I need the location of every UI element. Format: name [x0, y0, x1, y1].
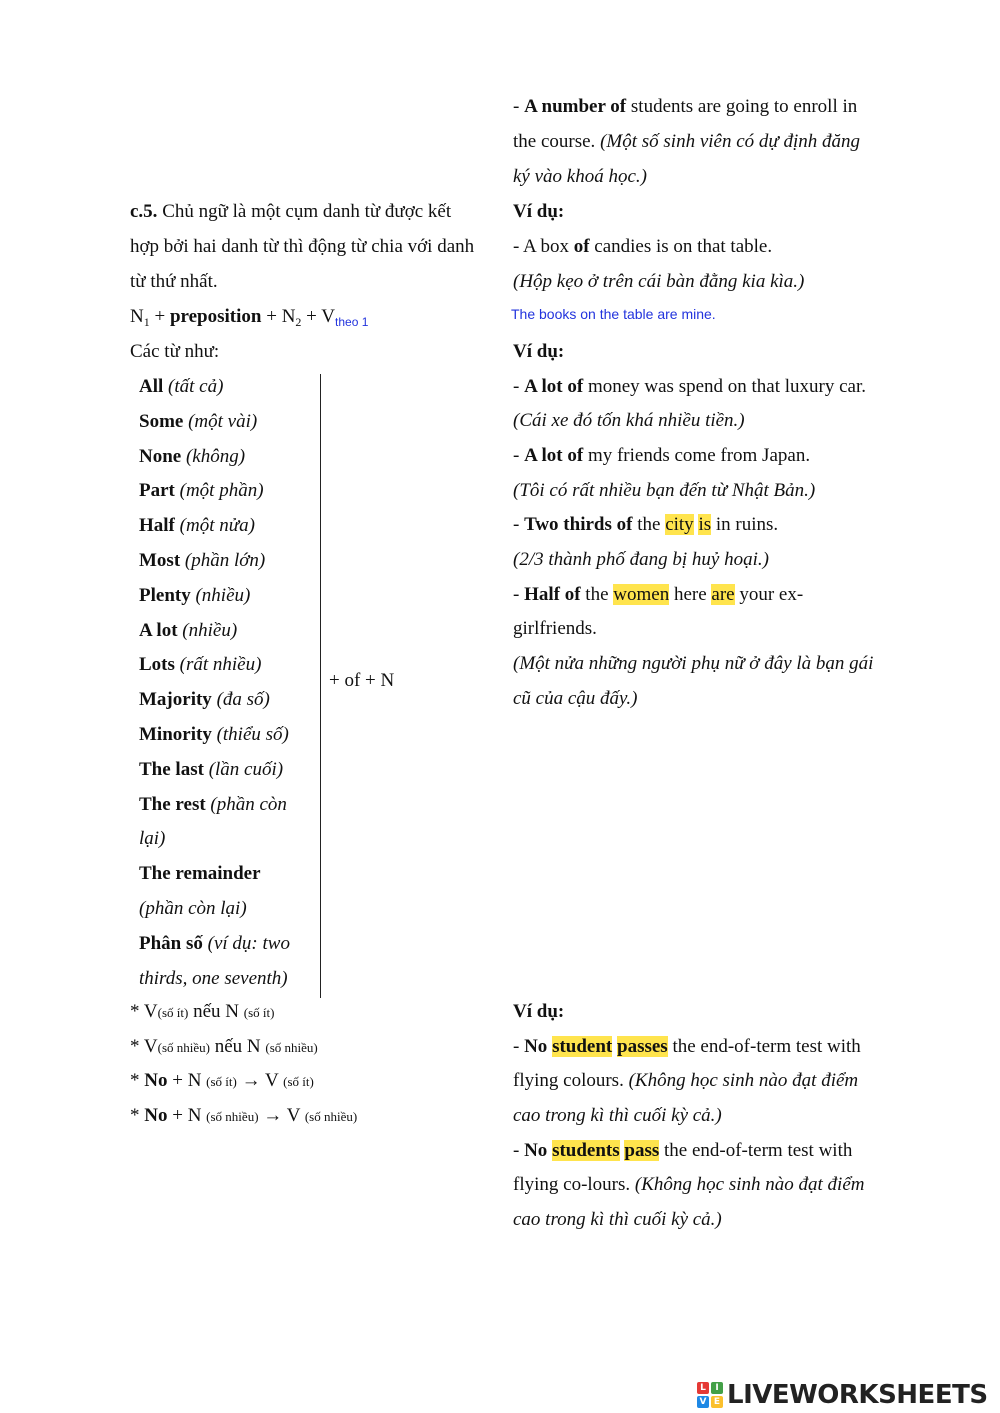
- example-a-number-of-line2: the course. (Một số sinh viên có dự định đăng: [513, 131, 861, 152]
- example2-heading: Ví dụ:: [513, 341, 565, 362]
- example3-heading: Ví dụ:: [513, 1001, 565, 1022]
- example2-d2: girlfriends.: [513, 618, 597, 639]
- example2-a2: (Cái xe đó tốn khá nhiều tiền.): [513, 410, 745, 431]
- quantifier-item: The remainder: [139, 863, 261, 884]
- logo-tiles-icon: [697, 1382, 723, 1408]
- liveworksheets-logo[interactable]: [697, 1379, 988, 1411]
- quantifier-item: Lots (rất nhiều): [139, 654, 262, 675]
- example2-d3: (Một nửa những người phụ nữ ở đây là bạn gái: [513, 653, 874, 674]
- agreement-rule-2: * V(số nhiều) nếu N (số nhiều): [130, 1036, 318, 1057]
- quantifier-item: Part (một phần): [139, 480, 264, 501]
- quantifier-item: Phân số (ví dụ: two: [139, 933, 290, 954]
- agreement-rule-4: * No + N (số nhiều) → V (số nhiều): [130, 1105, 358, 1126]
- example3-b3: cao trong kì thì cuối kỳ cả.): [513, 1209, 722, 1230]
- example2-c1: - Two thirds of the city is in ruins.: [513, 514, 779, 535]
- logo-tile: E: [711, 1396, 723, 1408]
- example3-b1: - No students pass the end-of-term test with: [513, 1140, 853, 1161]
- example1-heading: Ví dụ:: [513, 201, 565, 222]
- logo-tile: I: [711, 1382, 723, 1394]
- quantifier-item: The rest (phần còn: [139, 794, 287, 815]
- agreement-rule-1: * V(số ít) nếu N (số ít): [130, 1001, 275, 1022]
- quantifier-item: The last (lần cuối): [139, 759, 284, 780]
- example-a-number-of-line3: ký vào khoá học.): [513, 166, 647, 187]
- example2-a1: - A lot of money was spend on that luxury car.: [513, 376, 867, 397]
- example1-line1: - A box of candies is on that table.: [513, 236, 773, 257]
- example2-d4: cũ của cậu đấy.): [513, 688, 638, 709]
- rule-c5-line2: hợp bởi hai danh từ thì động từ chia với danh: [130, 236, 475, 257]
- example2-b2: (Tôi có rất nhiều bạn đến từ Nhật Bản.): [513, 480, 816, 501]
- rule-c5-line1: c.5. Chủ ngữ là một cụm danh từ được kết: [130, 201, 452, 222]
- words-intro: Các từ như:: [130, 341, 220, 362]
- logo-tile: L: [697, 1382, 709, 1394]
- example-a-number-of-line1: - A number of students are going to enroll in: [513, 96, 858, 117]
- quantifier-item: Minority (thiểu số): [139, 724, 289, 745]
- rule-c5-formula: $N_1$ + preposition + $N_2 + V_{theo 1}$: [130, 306, 369, 329]
- example2-c2: (2/3 thành phố đang bị huỷ hoại.): [513, 549, 769, 570]
- quantifier-item: lại): [139, 828, 166, 849]
- quantifier-item: Majority (đa số): [139, 689, 270, 710]
- example1-line2: (Hộp kẹo ở trên cái bàn đằng kia kìa.): [513, 271, 805, 292]
- quantifier-item: (phần còn lại): [139, 898, 247, 919]
- logo-text: LIVEWORKSHEETS: [727, 1380, 988, 1410]
- agreement-rule-3: * No + N (số ít) → V (số ít): [130, 1070, 314, 1091]
- quantifier-item: Most (phần lớn): [139, 550, 266, 571]
- logo-tile: V: [697, 1396, 709, 1408]
- example3-a2: flying colours. (Không học sinh nào đạt điểm: [513, 1070, 859, 1091]
- example3-a3: cao trong kì thì cuối kỳ cả.): [513, 1105, 722, 1126]
- quantifier-item: Plenty (nhiều): [139, 585, 251, 606]
- example2-b1: - A lot of my friends come from Japan.: [513, 445, 811, 466]
- quantifier-item: thirds, one seventh): [139, 968, 288, 989]
- example1-handwritten-note: The books on the table are mine.: [511, 306, 716, 322]
- bracket-line: [320, 374, 321, 998]
- example3-a1: - No student passes the end-of-term test with: [513, 1036, 861, 1057]
- quantifier-item: None (không): [139, 446, 246, 467]
- quantifier-item: A lot (nhiều): [139, 620, 238, 641]
- quantifier-item: Some (một vài): [139, 411, 258, 432]
- quantifier-item: Half (một nửa): [139, 515, 255, 536]
- example3-b2: flying co-lours. (Không học sinh nào đạt điểm: [513, 1174, 865, 1195]
- example2-d1: - Half of the women here are your ex-: [513, 584, 804, 605]
- of-n-label: + of + N: [329, 670, 395, 691]
- rule-c5-line3: từ thứ nhất.: [130, 271, 218, 292]
- quantifier-item: All (tất cả): [139, 376, 224, 397]
